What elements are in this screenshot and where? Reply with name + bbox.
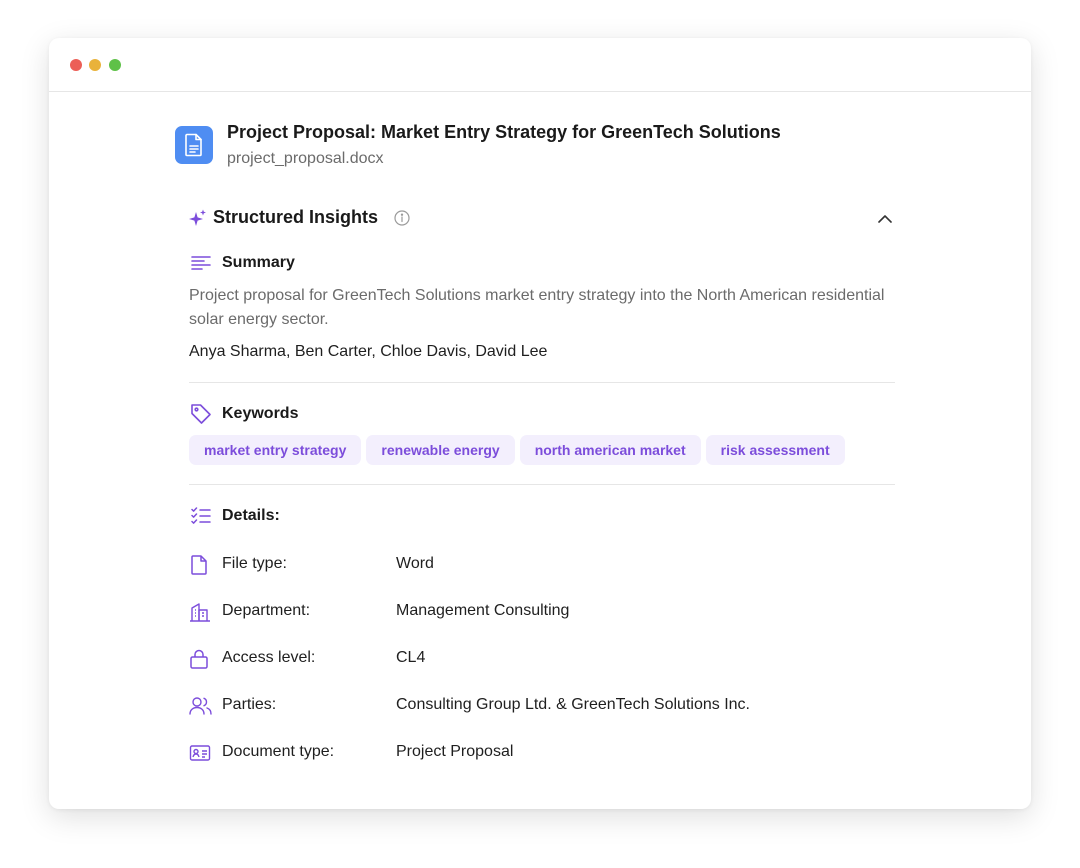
title-bar — [49, 38, 1031, 92]
users-icon — [189, 696, 213, 716]
keyword-chip[interactable]: risk assessment — [706, 435, 845, 465]
detail-value: Management Consulting — [396, 602, 570, 619]
detail-value: CL4 — [396, 649, 426, 666]
summary-label: Summary — [222, 254, 295, 271]
keywords-label: Keywords — [222, 405, 299, 422]
document-filename: project_proposal.docx — [227, 150, 384, 167]
summary-text: Project proposal for GreenTech Solutions market entry strategy into the North American residential solar energy sector. — [189, 287, 885, 328]
details-label: Details: — [222, 507, 280, 524]
detail-value: Consulting Group Ltd. & GreenTech Solutions Inc. — [396, 696, 750, 713]
detail-value: Project Proposal — [396, 743, 514, 760]
insights-header — [189, 207, 895, 231]
keyword-chip[interactable]: renewable energy — [366, 435, 514, 465]
document-title: Project Proposal: Market Entry Strategy for GreenTech Solutions — [227, 122, 781, 142]
detail-row-parties — [189, 694, 889, 718]
info-icon[interactable] — [394, 210, 410, 226]
tag-icon — [190, 403, 212, 425]
keyword-chip[interactable]: market entry strategy — [189, 435, 361, 465]
detail-row-document-type — [189, 741, 889, 765]
detail-label: File type: — [222, 555, 287, 572]
app-window — [49, 38, 1031, 809]
detail-row-access-level — [189, 647, 889, 671]
divider — [189, 484, 895, 485]
close-window-button[interactable] — [70, 59, 82, 71]
file-icon — [189, 555, 209, 575]
authors-list: Anya Sharma, Ben Carter, Chloe Davis, David Lee — [189, 343, 548, 360]
text-lines-icon — [191, 255, 211, 271]
keyword-chip[interactable]: north american market — [520, 435, 701, 465]
detail-label: Parties: — [222, 696, 277, 713]
detail-label: Document type: — [222, 743, 335, 760]
sparkle-icon — [189, 209, 207, 227]
lock-icon — [189, 649, 209, 669]
detail-value: Word — [396, 555, 434, 572]
keyword-chips — [189, 435, 845, 465]
minimize-window-button[interactable] — [89, 59, 101, 71]
chevron-up-icon[interactable] — [875, 209, 895, 229]
detail-label: Access level: — [222, 649, 316, 666]
id-card-icon — [189, 743, 211, 763]
document-icon — [175, 126, 213, 164]
building-icon — [189, 602, 211, 622]
maximize-window-button[interactable] — [109, 59, 121, 71]
insights-title: Structured Insights — [213, 207, 379, 227]
detail-label: Department: — [222, 602, 311, 619]
checklist-icon — [191, 507, 211, 525]
detail-row-file-type — [189, 553, 889, 577]
divider — [189, 382, 895, 383]
detail-row-department — [189, 600, 889, 624]
